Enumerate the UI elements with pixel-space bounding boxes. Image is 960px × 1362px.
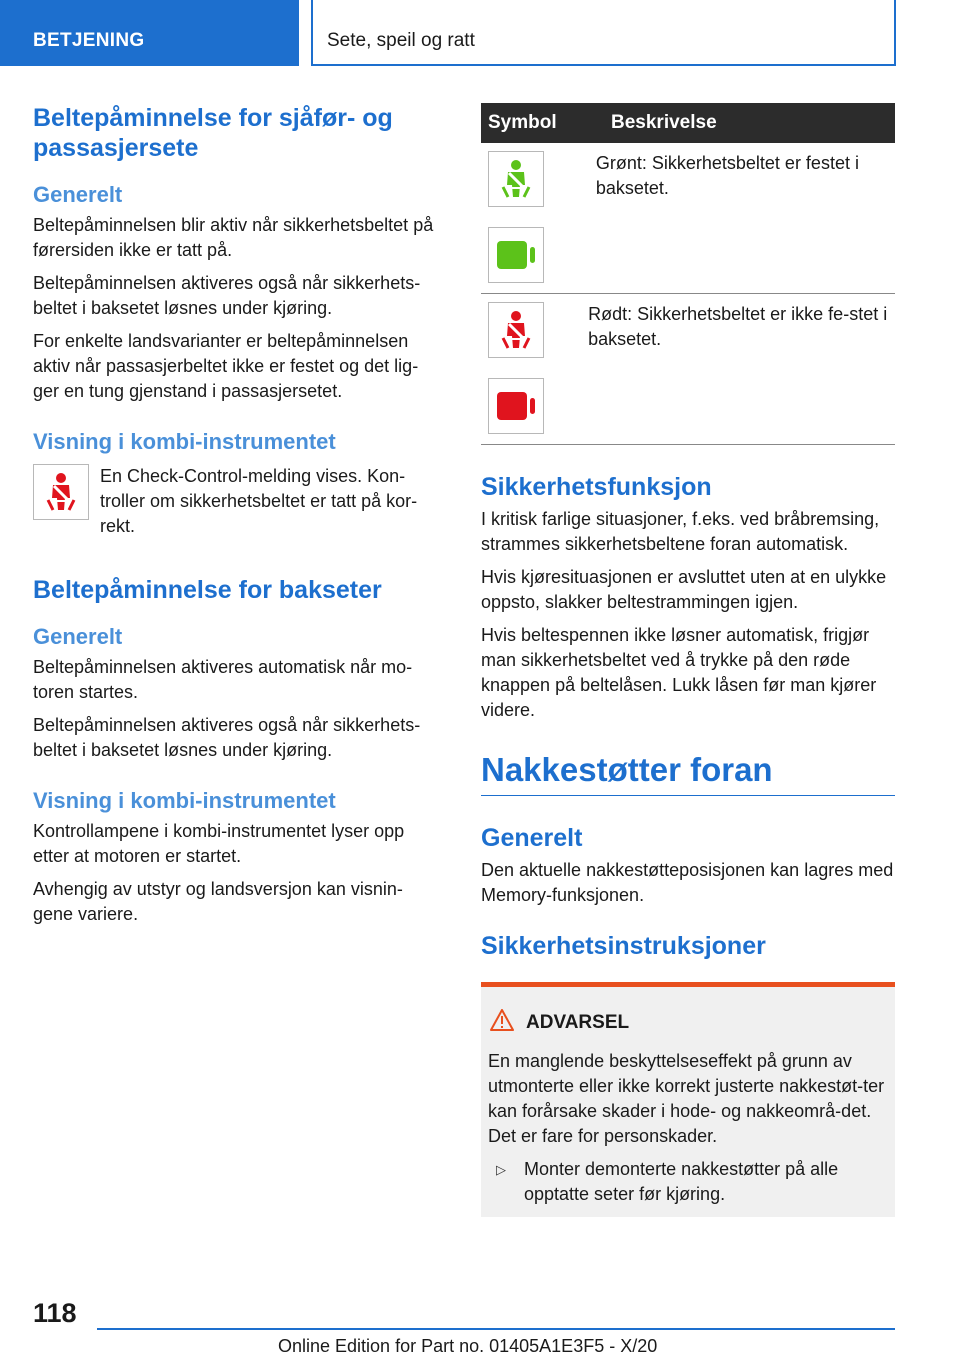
paragraph: Beltepåminnelsen blir aktiv når sikkerhetsbeltet på førersiden ikke er tatt på. <box>33 215 434 260</box>
triangle-bullet-icon: ▷ <box>496 1162 506 1177</box>
seatbelt-red-icon <box>33 464 89 520</box>
rear-seat-green-icon <box>488 227 544 283</box>
table-header <box>481 103 895 143</box>
paragraph: Kontrollampene i kombi-instrumentet lyser opp etter at motoren er startet. <box>33 821 405 866</box>
paragraph: I kritisk farlige situasjoner, f.eks. ved bråbremsing, strammes sikkerhetsbeltene foran automatisk. <box>481 509 880 554</box>
page-number: 118 <box>33 1298 77 1328</box>
display-info-row <box>33 464 441 539</box>
section-title-driver-reminder: Beltepåminnelse for sjåfør- og passasjersete <box>33 104 393 162</box>
section-label: BETJENING <box>33 30 145 51</box>
warning-text: En manglende beskyttelseseffekt på grunn av utmonterte eller ikke korrekt justerte nakkestøt-ter kan forårsake skader i hode- og nakkeområ-det. Det er fare for personskader. <box>488 1051 885 1146</box>
table-cell-description: Rødt: Sikkerhetsbeltet er ikke fe-stet i baksetet. <box>588 304 888 349</box>
paragraph: For enkelte landsvarianter er beltepåminnelsen aktiv når passasjerbeltet ikke er festet og det lig-ger en tung gjenstand i passasjersetet. <box>33 331 419 401</box>
right-column <box>481 103 895 1217</box>
section-title-head-restraints: Nakkestøtter foran <box>481 749 895 796</box>
warning-triangle-icon <box>490 1009 514 1037</box>
paragraph: Beltepåminnelsen aktiveres også når sikkerhets-beltet i baksetet løsnes under kjøring. <box>33 273 421 318</box>
paragraph: Den aktuelle nakkestøtteposisjonen kan lagres med Memory-funksjonen. <box>481 860 894 905</box>
subheading-display: Visning i kombi-instrumentet <box>33 788 336 813</box>
footer-edition: Online Edition for Part no. 01405A1E3F5 - X/20 <box>278 1336 658 1356</box>
table-row <box>481 294 895 445</box>
list-item <box>488 1157 888 1207</box>
bullet-text: Monter demonterte nakkestøtter på alle opptatte seter før kjøring. <box>524 1159 839 1204</box>
seatbelt-red-icon <box>488 302 544 358</box>
table-header-symbol: Symbol <box>488 112 557 133</box>
subheading-general: Generelt <box>481 824 583 852</box>
paragraph: Hvis kjøresituasjonen er avsluttet uten at en ulykke oppsto, slakker beltestrammingen igjen. <box>481 567 887 612</box>
subheading-display: Visning i kombi-instrumentet <box>33 429 336 454</box>
subheading-safety-function: Sikkerhetsfunksjon <box>481 473 712 501</box>
page-header <box>0 0 960 66</box>
warning-heading <box>488 1009 888 1037</box>
symbol-table <box>481 103 895 445</box>
left-column <box>33 103 441 935</box>
subheading-general: Generelt <box>33 624 123 649</box>
paragraph: Beltepåminnelsen aktiveres automatisk når mo-toren startes. <box>33 657 413 702</box>
footer-divider <box>97 1328 895 1330</box>
table-header-description: Beskrivelse <box>611 112 717 133</box>
section-title-rear-reminder: Beltepåminnelse for bakseter <box>33 576 382 604</box>
paragraph: Avhengig av utstyr og landsversjon kan visnin-gene variere. <box>33 879 403 924</box>
table-row <box>481 143 895 294</box>
warning-label: ADVARSEL <box>526 1012 630 1033</box>
paragraph: Hvis beltespennen ikke løsner automatisk, frigjør man sikkerhetsbeltet ved å trykke på den røde knappen på beltelåsen. Lukk låsen før man kjører videre. <box>481 625 877 720</box>
rear-seat-red-icon <box>488 378 544 434</box>
subheading-safety-instructions: Sikkerhetsinstruksjoner <box>481 932 766 960</box>
display-info-text: En Check-Control-melding vises. Kon-troller om sikkerhetsbeltet er tatt på kor-rekt. <box>100 466 418 536</box>
chapter-label: Sete, speil og ratt <box>327 30 475 51</box>
subheading-general: Generelt <box>33 182 123 207</box>
paragraph: Beltepåminnelsen aktiveres også når sikkerhets-beltet i baksetet løsnes under kjøring. <box>33 715 421 760</box>
warning-box <box>481 982 895 1217</box>
chapter-tab <box>311 0 896 66</box>
seatbelt-green-icon <box>488 151 544 207</box>
table-cell-description: Grønt: Sikkerhetsbeltet er festet i baksetet. <box>595 153 859 198</box>
section-tab <box>0 0 299 66</box>
